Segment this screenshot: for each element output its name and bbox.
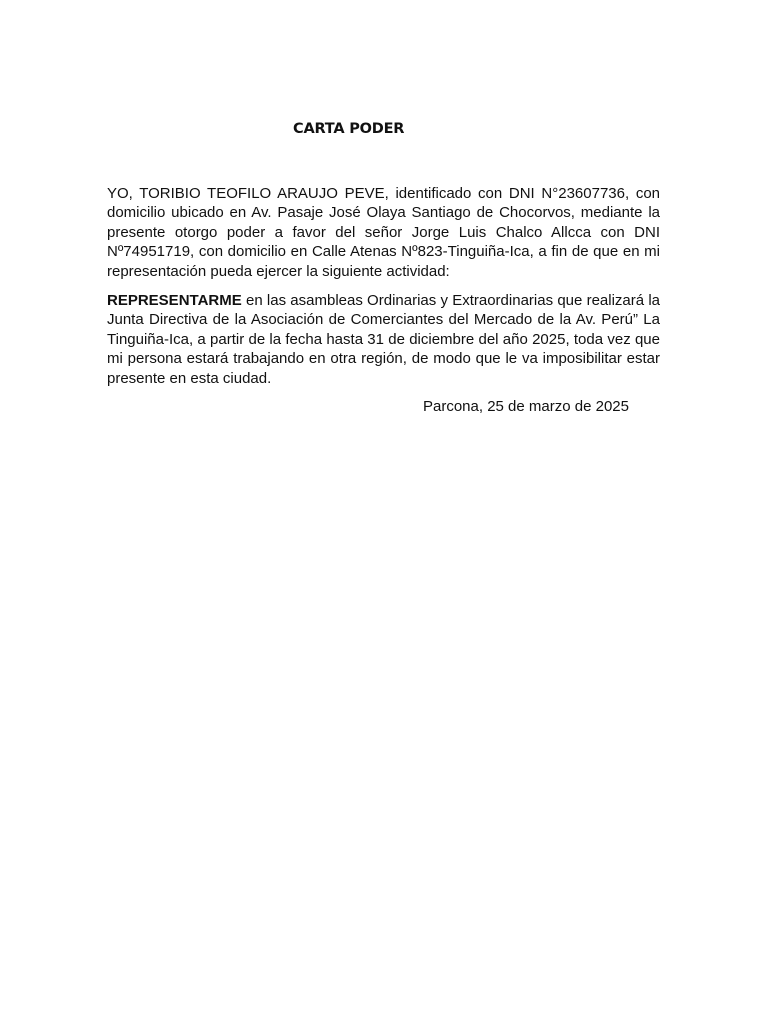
purpose-text: en las asambleas Ordinarias y Extraordinarias que realizará la Junta Directiva de la Asociación de Comerciantes del Mercado de la Av. Perú” La Tinguiña-Ica, a partir de la fecha hasta 31 de diciembre del año 2025, toda vez que mi persona estará trabajando en otra región, de modo que le va imposibilitar estar presente en esta ciudad. — [107, 292, 660, 387]
document-title: CARTA PODER — [293, 121, 405, 137]
place-date-line: Parcona, 25 de marzo de 2025 — [423, 398, 629, 415]
purpose-keyword: REPRESENTARME — [107, 292, 242, 309]
paragraph-grant: YO, TORIBIO TEOFILO ARAUJO PEVE, identificado con DNI N°23607736, con domicilio ubicado en Av. Pasaje José Olaya Santiago de Chocorvos, mediante la presente otorgo poder a favor del señor Jorge Luis Chalco Allcca con DNI Nº74951719, con domicilio en Calle Atenas Nº823-Tinguiña-Ica, a fin de que en mi representación pueda ejercer la siguiente actividad: — [107, 185, 660, 280]
paragraph-purpose — [107, 291, 660, 388]
